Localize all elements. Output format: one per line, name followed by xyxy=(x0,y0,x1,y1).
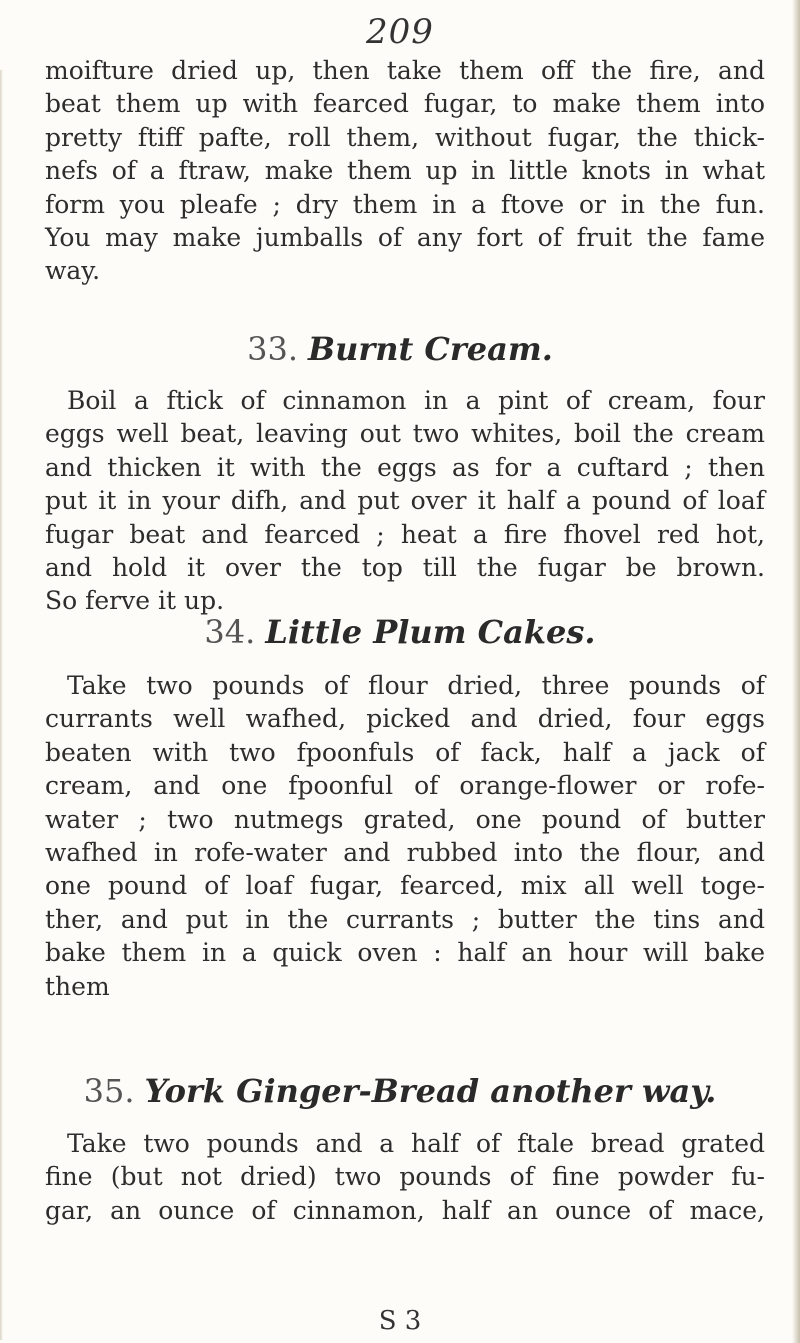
text-line: ther, and put in the currants ; butter the tins and xyxy=(45,904,765,934)
signature-mark: S 3 xyxy=(378,1306,422,1336)
text-line: and thicken it with the eggs as for a cuftard ; then xyxy=(45,452,765,482)
text-line: You may make jumballs of any fort of fruit the fame xyxy=(45,223,765,253)
text-line: bake them in a quick oven : half an hour will bake xyxy=(45,938,765,968)
text-line: them xyxy=(45,971,110,1001)
recipe-title: York Ginger-Bread another way. xyxy=(144,1072,717,1110)
page-left-edge-shadow xyxy=(0,70,3,1340)
text-line: way. xyxy=(45,256,101,286)
text-line: eggs well beat, leaving out two whites, boil the cream xyxy=(45,419,765,449)
text-line: Take two pounds and a half of ftale bread grated xyxy=(67,1129,765,1158)
text-line: Boil a ftick of cinnamon in a pint of cream, four xyxy=(67,386,765,415)
recipe-title: Burnt Cream. xyxy=(308,330,553,368)
recipe-number: 34. xyxy=(204,613,256,651)
text-line: form you pleafe ; dry them in a ftove or in the fun. xyxy=(45,189,765,219)
text-line: put it in your difh, and put over it half a pound of loaf xyxy=(45,486,765,516)
intro-paragraph xyxy=(45,54,765,288)
text-line: Take two pounds of flour dried, three pounds of xyxy=(67,671,765,700)
recipe-title: Little Plum Cakes. xyxy=(265,613,596,651)
text-line: So ferve it up. xyxy=(45,586,225,616)
recipe-heading-33 xyxy=(0,330,800,368)
text-line: fine (but not dried) two pounds of fine powder fu- xyxy=(45,1162,765,1192)
recipe-heading-34 xyxy=(0,613,800,651)
text-line: cream, and one fpoonful of orange-flower or rofe- xyxy=(45,771,765,801)
text-line: nefs of a ftraw, make them up in little knots in what xyxy=(45,156,765,186)
recipe-heading-35 xyxy=(0,1072,800,1110)
text-line: pretty ftiff pafte, roll them, without fugar, the thick- xyxy=(45,122,765,152)
recipe-number: 35. xyxy=(83,1072,135,1110)
recipe-body-34 xyxy=(45,669,765,1003)
text-line: fugar beat and fearced ; heat a fire fhovel red hot, xyxy=(45,519,765,549)
text-line: one pound of loaf fugar, fearced, mix all well toge- xyxy=(45,871,765,901)
recipe-number: 33. xyxy=(247,330,299,368)
text-line: currants well wafhed, picked and dried, four eggs xyxy=(45,704,765,734)
text-line: wafhed in rofe-water and rubbed into the flour, and xyxy=(45,838,765,868)
recipe-body-33 xyxy=(45,384,765,618)
text-line: and hold it over the top till the fugar be brown. xyxy=(45,553,765,583)
text-line: moifture dried up, then take them off the fire, and xyxy=(45,56,765,85)
text-line: beat them up with fearced fugar, to make them into xyxy=(45,89,765,119)
text-line: beaten with two fpoonfuls of fack, half a jack of xyxy=(45,737,765,767)
page-number: 209 xyxy=(366,12,434,52)
recipe-body-35 xyxy=(45,1127,765,1227)
text-line: water ; two nutmegs grated, one pound of butter xyxy=(45,804,765,834)
page-right-edge-shadow xyxy=(792,0,800,1343)
text-line: gar, an ounce of cinnamon, half an ounce of mace, xyxy=(45,1195,765,1225)
